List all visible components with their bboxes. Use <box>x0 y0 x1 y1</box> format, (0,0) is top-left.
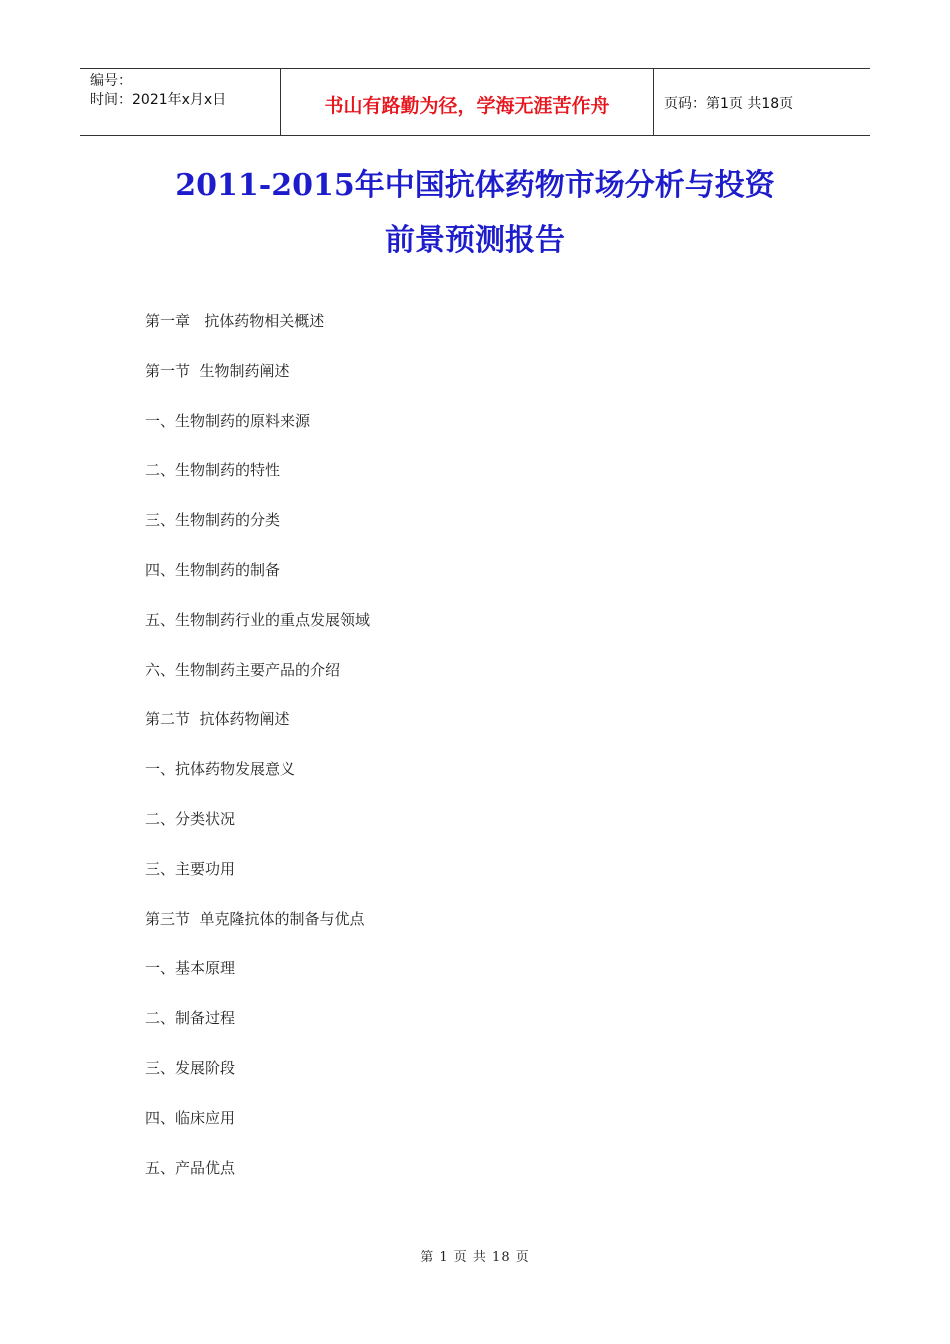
toc-item: 四、生物制药的制备 <box>145 560 281 579</box>
footer-page-number: 第 1 页 共 18 页 <box>420 1250 530 1265</box>
document-title-line-1: 2011-2015年中国抗体药物市场分析与投资 <box>175 168 775 203</box>
toc-item: 二、分类状况 <box>145 809 236 828</box>
toc-item: 三、发展阶段 <box>145 1058 236 1077</box>
toc-item: 四、临床应用 <box>145 1108 236 1127</box>
toc-item: 一、生物制药的原料来源 <box>145 411 311 430</box>
toc-item: 第三节 单克隆抗体的制备与优点 <box>145 909 365 928</box>
toc-item: 六、生物制药主要产品的介绍 <box>145 660 341 679</box>
toc-item: 第二节 抗体药物阐述 <box>145 710 290 729</box>
toc-item: 五、产品优点 <box>145 1158 236 1177</box>
toc-item: 三、主要功用 <box>145 859 236 878</box>
header-motto-cell <box>281 69 654 135</box>
header-meta-cell <box>80 69 281 135</box>
page-footer <box>0 1246 950 1265</box>
toc-item: 第一章 抗体药物相关概述 <box>145 312 325 330</box>
document-title <box>80 158 870 268</box>
toc-item: 第一节 生物制药阐述 <box>145 361 290 380</box>
toc-item: 三、生物制药的分类 <box>145 511 281 530</box>
toc-item: 二、生物制药的特性 <box>145 461 281 480</box>
document-number-label: 编号： <box>90 73 132 89</box>
document-title-line-2: 前景预测报告 <box>385 223 565 258</box>
toc-item: 五、生物制药行业的重点发展领域 <box>145 610 371 629</box>
toc-item: 二、制备过程 <box>145 1009 236 1028</box>
header-motto: 书山有路勤为径，学海无涯苦作舟 <box>324 94 610 117</box>
header-page-cell <box>654 69 870 135</box>
document-date-label: 时间：2021年x月x日 <box>90 92 227 108</box>
table-of-contents <box>145 309 370 1205</box>
header-page-info: 页码：第1页 共18页 <box>664 95 794 112</box>
toc-item: 一、抗体药物发展意义 <box>145 760 296 779</box>
toc-item: 一、基本原理 <box>145 959 236 978</box>
header-table <box>80 68 870 136</box>
